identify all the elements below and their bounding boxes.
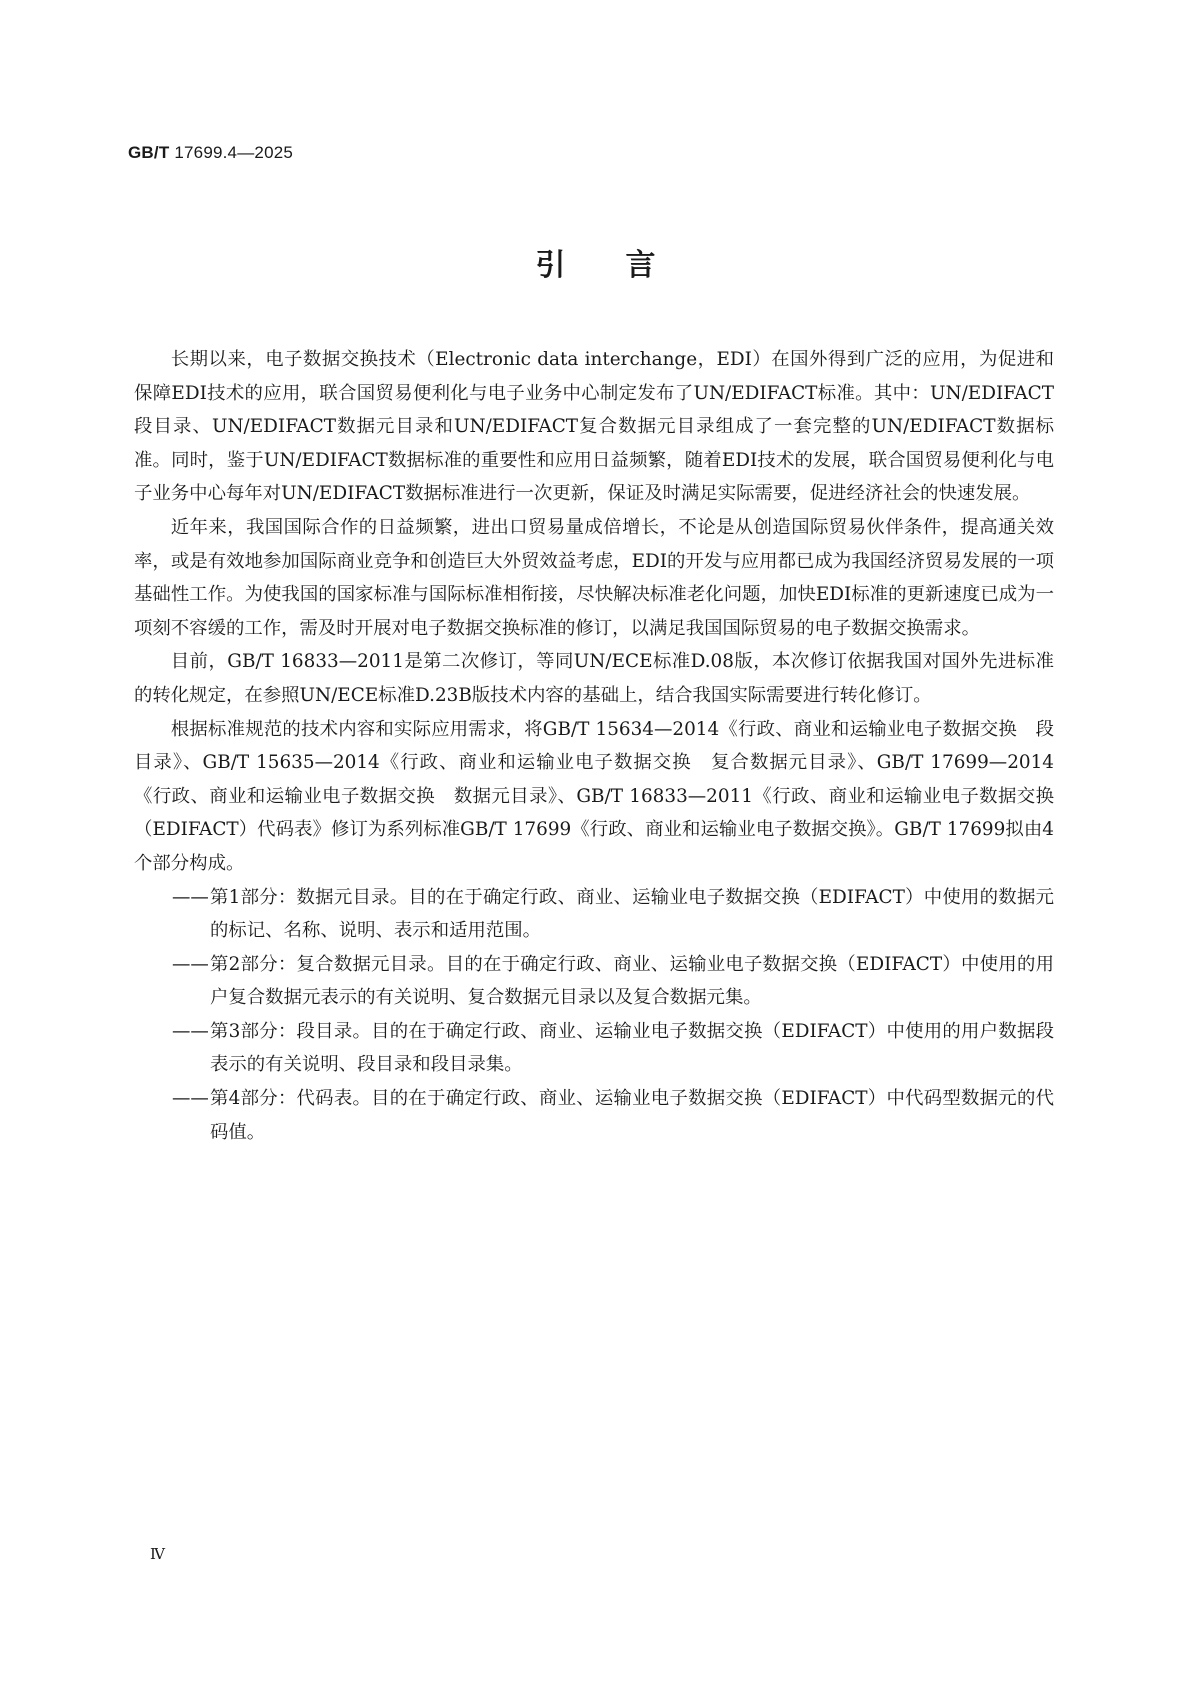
list-item-part-4 bbox=[134, 1082, 1054, 1149]
paragraph-2: 近年来，我国国际合作的日益频繁，进出口贸易量成倍增长，不论是从创造国际贸易伙伴条件，提高通关效率，或是有效地参加国际商业竞争和创造巨大外贸效益考虑，EDI的开发与应用都已成为我国经济贸易发展的一项基础性工作。为使我国的国家标准与国际标准相衔接，尽快解决标准老化问题，加快EDI标准的更新速度已成为一项刻不容缓的工作，需及时开展对电子数据交换标准的修订，以满足我国国际贸易的电子数据交换需求。 bbox=[134, 516, 1054, 639]
standard-code bbox=[128, 143, 293, 163]
list-item-text: 第3部分：段目录。目的在于确定行政、商业、运输业电子数据交换（EDIFACT）中使用的用户数据段表示的有关说明、段目录和段目录集。 bbox=[210, 1020, 1054, 1076]
list-dash: —— bbox=[172, 1020, 209, 1042]
list-item-text: 第2部分：复合数据元目录。目的在于确定行政、商业、运输业电子数据交换（EDIFACT）中使用的用户复合数据元表示的有关说明、复合数据元目录以及复合数据元集。 bbox=[210, 953, 1054, 1009]
paragraph-1: 长期以来，电子数据交换技术（Electronic data interchange，EDI）在国外得到广泛的应用，为促进和保障EDI技术的应用，联合国贸易便利化与电子业务中心制定发布了UN/EDIFACT标准。其中：UN/EDIFACT段目录、UN/EDIFACT数据元目录和UN/EDIFACT复合数据元目录组成了一套完整的UN/EDIFACT数据标准。同时，鉴于UN/EDIFACT数据标准的重要性和应用日益频繁，随着EDI技术的发展，联合国贸易便利化与电子业务中心每年对UN/EDIFACT数据标准进行一次更新，保证及时满足实际需要，促进经济社会的快速发展。 bbox=[134, 349, 1054, 505]
introduction-body bbox=[134, 343, 1054, 1149]
page-number: Ⅳ bbox=[150, 1545, 165, 1563]
standard-code-prefix: GB/T bbox=[128, 143, 170, 162]
list-item-text: 第1部分：数据元目录。目的在于确定行政、商业、运输业电子数据交换（EDIFACT）中使用的数据元的标记、名称、说明、表示和适用范围。 bbox=[210, 886, 1054, 942]
list-item-part-2 bbox=[134, 948, 1054, 1015]
list-item-part-3 bbox=[134, 1015, 1054, 1082]
list-dash: —— bbox=[172, 886, 209, 908]
page-title: 引言 bbox=[535, 248, 716, 283]
list-item-text: 第4部分：代码表。目的在于确定行政、商业、运输业电子数据交换（EDIFACT）中代码型数据元的代码值。 bbox=[210, 1088, 1054, 1143]
paragraph-4: 根据标准规范的技术内容和实际应用需求，将GB/T 15634—2014《行政、商业和运输业电子数据交换 段目录》、GB/T 15635—2014《行政、商业和运输业电子数据交换 复合数据元目录》、GB/T 17699—2014《行政、商业和运输业电子数据交换 数据元目录》、GB/T 16833—2011《行政、商业和运输业电子数据交换（EDIFACT）代码表》修订为系列标准GB/T 17699《行政、商业和运输业电子数据交换》。GB/T 17699拟由4个部分构成。 bbox=[134, 718, 1054, 874]
list-dash: —— bbox=[172, 953, 209, 975]
list-dash: —— bbox=[172, 1088, 209, 1110]
list-item-part-1 bbox=[134, 881, 1054, 948]
standard-code-number: 17699.4—2025 bbox=[174, 143, 294, 162]
paragraph-3: 目前，GB/T 16833—2011是第二次修订，等同UN/ECE标准D.08版，本次修订依据我国对国外先进标准的转化规定，在参照UN/ECE标准D.23B版技术内容的基础上，结合我国实际需要进行转化修订。 bbox=[134, 651, 1054, 706]
